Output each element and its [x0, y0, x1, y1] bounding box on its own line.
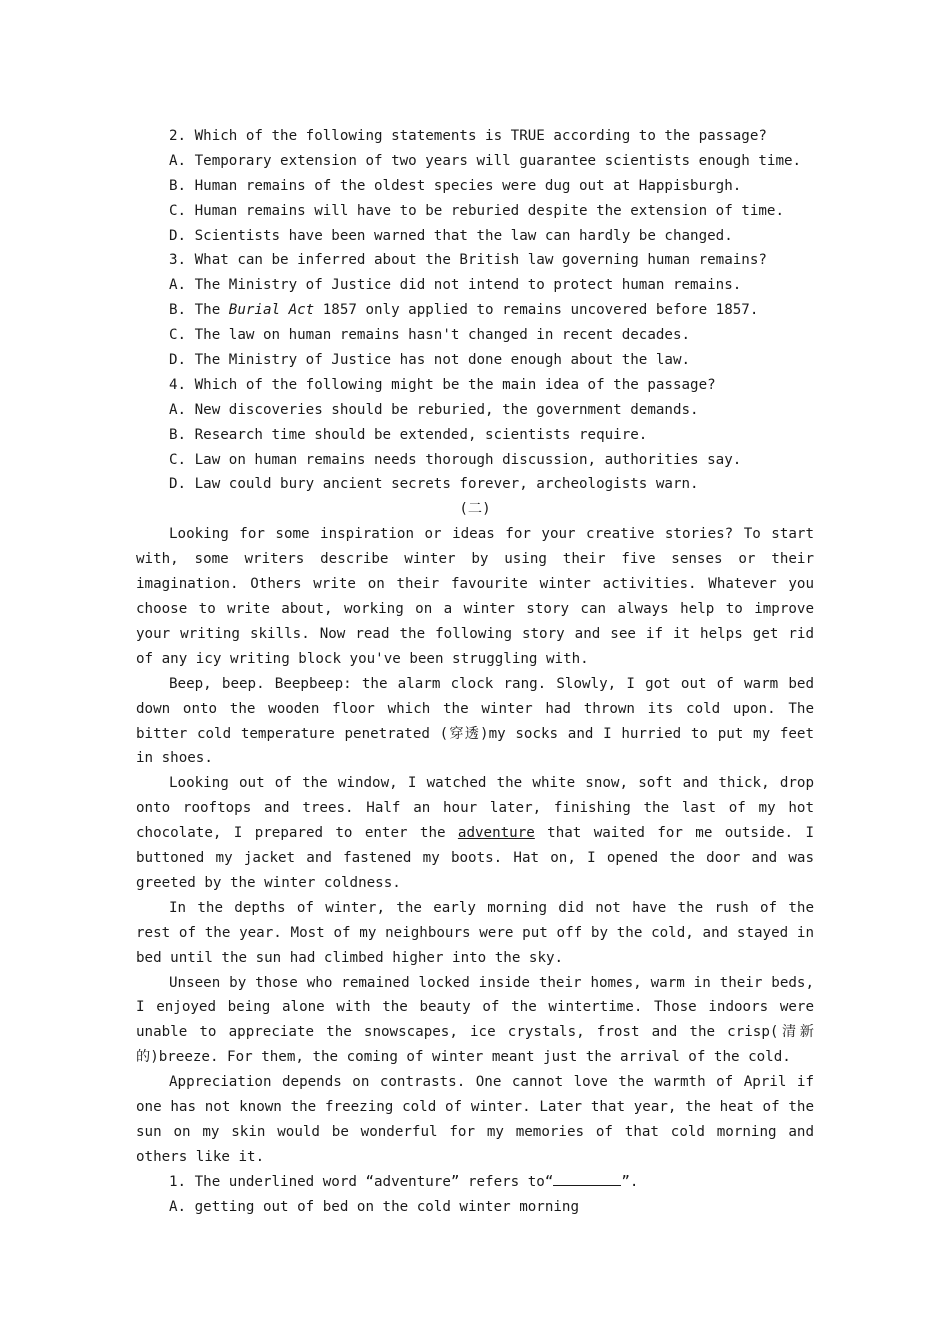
section-heading: (二) [459, 501, 491, 518]
question-1-text: 1. The underlined word “adventure” refers to“ [169, 1173, 554, 1190]
passage-paragraph-1: Looking for some inspiration or ideas for your creative stories? To start with, some writers describe winter by using their five senses or their imagination. Others write on their favourite winter activities. Whatever you choose to write about, working on a winter story can always help to improve your writing skills. Now read the following story and see if it helps get rid of any icy writing block you've been struggling with. [136, 526, 814, 667]
option-b-suffix: 1857 only applied to remains uncovered before 1857. [314, 302, 759, 319]
question-3-option-c: C. The law on human remains hasn't changed in recent decades. [169, 327, 691, 344]
question-2-option-d: D. Scientists have been warned that the law can hardly be changed. [169, 227, 733, 244]
question-3-option-a: A. The Ministry of Justice did not intend to protect human remains. [169, 277, 742, 294]
passage-paragraph-6: Appreciation depends on contrasts. One cannot love the warmth of April if one has not known the freezing cold of winter. Later that year, the heat of the sun on my skin would be wonderful for my memories of that cold morning and others like it. [136, 1074, 814, 1165]
question-2-option-a: A. Temporary extension of two years will guarantee scientists enough time. [169, 152, 802, 169]
question-4-option-d: D. Law could bury ancient secrets forever, archeologists warn. [169, 476, 699, 493]
paragraph-3-start: Looking out of the window, I watched the white snow, soft and thick, drop onto rooftops and trees. Half an hour later, finishing the last of my hot chocolate, I prepared to enter the [136, 775, 814, 842]
burial-act-title: Burial Act [228, 302, 315, 319]
question-4-option-a: A. New discoveries should be reburied, the government demands. [169, 401, 699, 418]
question-2-stem: 2. Which of the following statements is TRUE according to the passage? [169, 128, 767, 144]
part2-question-1-option-a: A. getting out of bed on the cold winter morning [169, 1198, 579, 1215]
option-b-prefix: B. The [169, 302, 229, 319]
part2-question-1-stem [136, 1170, 814, 1195]
underlined-word-adventure: adventure [457, 825, 535, 842]
question-3-option-b [136, 298, 814, 323]
question-2-option-b: B. Human remains of the oldest species were dug out at Happisburgh. [169, 177, 742, 194]
question-3-stem: 3. What can be inferred about the British law governing human remains? [169, 252, 767, 269]
passage-paragraph-5: Unseen by those who remained locked inside their homes, warm in their beds, I enjoyed being alone with the beauty of the wintertime. Those indoors were unable to appreciate the snowscapes, ice crystals, frost and the crisp(清新的)breeze. For them, the coming of winter meant just the arrival of the cold. [136, 974, 814, 1066]
question-4-option-b: B. Research time should be extended, scientists require. [169, 426, 648, 443]
question-3-option-d: D. The Ministry of Justice has not done enough about the law. [169, 352, 691, 369]
question-4-option-c: C. Law on human remains needs thorough discussion, authorities say. [169, 451, 742, 468]
document-page [136, 124, 814, 1220]
question-1-closing: ”. [621, 1173, 639, 1190]
passage-paragraph-4: In the depths of winter, the early morning did not have the rush of the rest of the year. Most of my neighbours were put off by the cold, and stayed in bed until the sun had climbed higher into the sky. [136, 899, 814, 966]
paragraph-3-end: that waited for me outside. I buttoned my jacket and fastened my boots. Hat on, I opened the door and was greeted by the winter coldness. [136, 825, 814, 891]
question-2-option-c: C. Human remains will have to be reburied despite the extension of time. [169, 202, 784, 219]
passage-paragraph-2: Beep, beep. Beepbeep: the alarm clock rang. Slowly, I got out of warm bed down onto the wooden floor which the winter had thrown its cold upon. The bitter cold temperature penetrated (穿透)my socks and I hurried to put my feet in shoes. [136, 675, 814, 767]
passage-paragraph-3 [136, 771, 814, 896]
question-4-stem: 4. Which of the following might be the main idea of the passage? [169, 376, 716, 393]
answer-blank [553, 1171, 621, 1186]
